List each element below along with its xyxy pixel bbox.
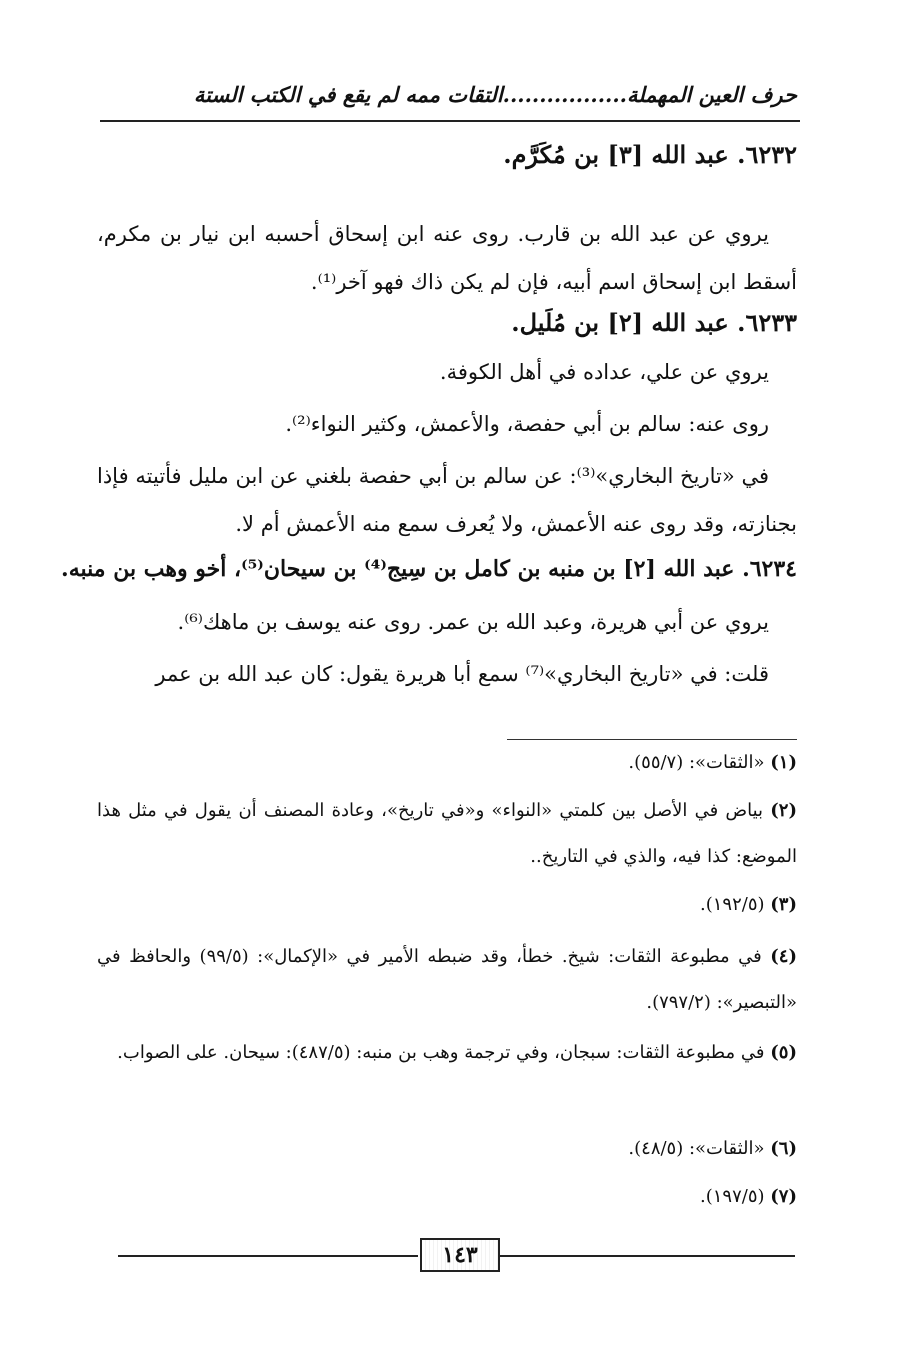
footnote-text: (١٩٢/٥).	[700, 894, 765, 915]
footnote-text: في مطبوعة الثقات: شيخ. خطأ، وقد ضبطه الأمير في «الإكمال»: (٩٩/٥) والحافظ في «التبصير»: (٧٩٧/٢).	[97, 946, 797, 1013]
entry-6233-paragraph-2: روى عنه: سالم بن أبي حفصة، والأعمش، وكثير النواء⁽²⁾.	[285, 412, 769, 436]
page-number: ١٤٣	[420, 1238, 500, 1272]
entry-title-6234: ٦٢٣٤. عبد الله [٢] بن منبه بن كامل بن سِيج⁽⁴⁾ بن سيحان⁽⁵⁾، أخو وهب بن منبه.	[61, 556, 797, 582]
footnote-number: (٦)	[770, 1138, 797, 1159]
footnote-2	[97, 788, 797, 880]
footer-rule-left	[118, 1255, 418, 1257]
entry-6234-paragraph-1: يروي عن أبي هريرة، وعبد الله بن عمر. روى عنه يوسف بن ماهك⁽⁶⁾.	[177, 610, 769, 634]
footnote-text: في مطبوعة الثقات: سبجان، وفي ترجمة وهب بن منبه: (٤٨٧/٥): سيحان. على الصواب.	[117, 1042, 765, 1063]
footer-rule-right	[500, 1255, 795, 1257]
footnote-5	[97, 1030, 797, 1076]
footnote-number: (٤)	[770, 946, 797, 967]
footnote-1	[97, 740, 797, 786]
header-rule	[100, 120, 800, 122]
footnote-6	[97, 1126, 797, 1172]
footnote-number: (١)	[770, 752, 797, 773]
footnote-text: (١٩٧/٥).	[700, 1186, 765, 1207]
footnote-text: بياض في الأصل بين كلمتي «النواء» و«في تاريخ»، وعادة المصنف أن يقول في مثل هذا الموضع: كذا فيه، والذي في التاريخ..	[97, 800, 797, 867]
entry-title-6232: ٦٢٣٢. عبد الله [٣] بن مُكَرَّم.	[503, 140, 797, 169]
footnote-text: «الثقات»: (٥٥/٧).	[628, 752, 765, 773]
entry-6233-paragraph-3: في «تاريخ البخاري»⁽³⁾: عن سالم بن أبي حفصة بلغني عن ابن مليل فأتيته فإذا بجنازته، وقد روى عنه الأعمش، ولا يُعرف سمع منه الأعمش أم لا.	[97, 464, 797, 536]
footnote-number: (٣)	[770, 894, 797, 915]
entry-6232-paragraph: يروي عن عبد الله بن قارب. روى عنه ابن إسحاق أحسبه ابن نيار بن مكرم، أسقط ابن إسحاق اسم أبيه، فإن لم يكن ذاك فهو آخر⁽¹⁾.	[97, 222, 797, 294]
footnote-3	[97, 882, 797, 928]
footnote-number: (٥)	[770, 1042, 797, 1063]
entry-title-6233: ٦٢٣٣. عبد الله [٢] بن مُلَيل.	[511, 308, 797, 337]
entry-6234-paragraph-2: قلت: في «تاريخ البخاري»⁽⁷⁾ سمع أبا هريرة يقول: كان عبد الله بن عمر	[155, 662, 769, 686]
footnote-number: (٢)	[770, 800, 797, 821]
entry-6233-paragraph-1: يروي عن علي، عداده في أهل الكوفة.	[439, 360, 769, 384]
footnote-7	[97, 1174, 797, 1220]
running-head: حرف العين المهملة.................التقات ممه لم يقع في الكتب الستة	[193, 82, 797, 107]
footnote-4	[97, 934, 797, 1026]
footnote-number: (٧)	[770, 1186, 797, 1207]
footnote-text: «الثقات»: (٤٨/٥).	[628, 1138, 765, 1159]
